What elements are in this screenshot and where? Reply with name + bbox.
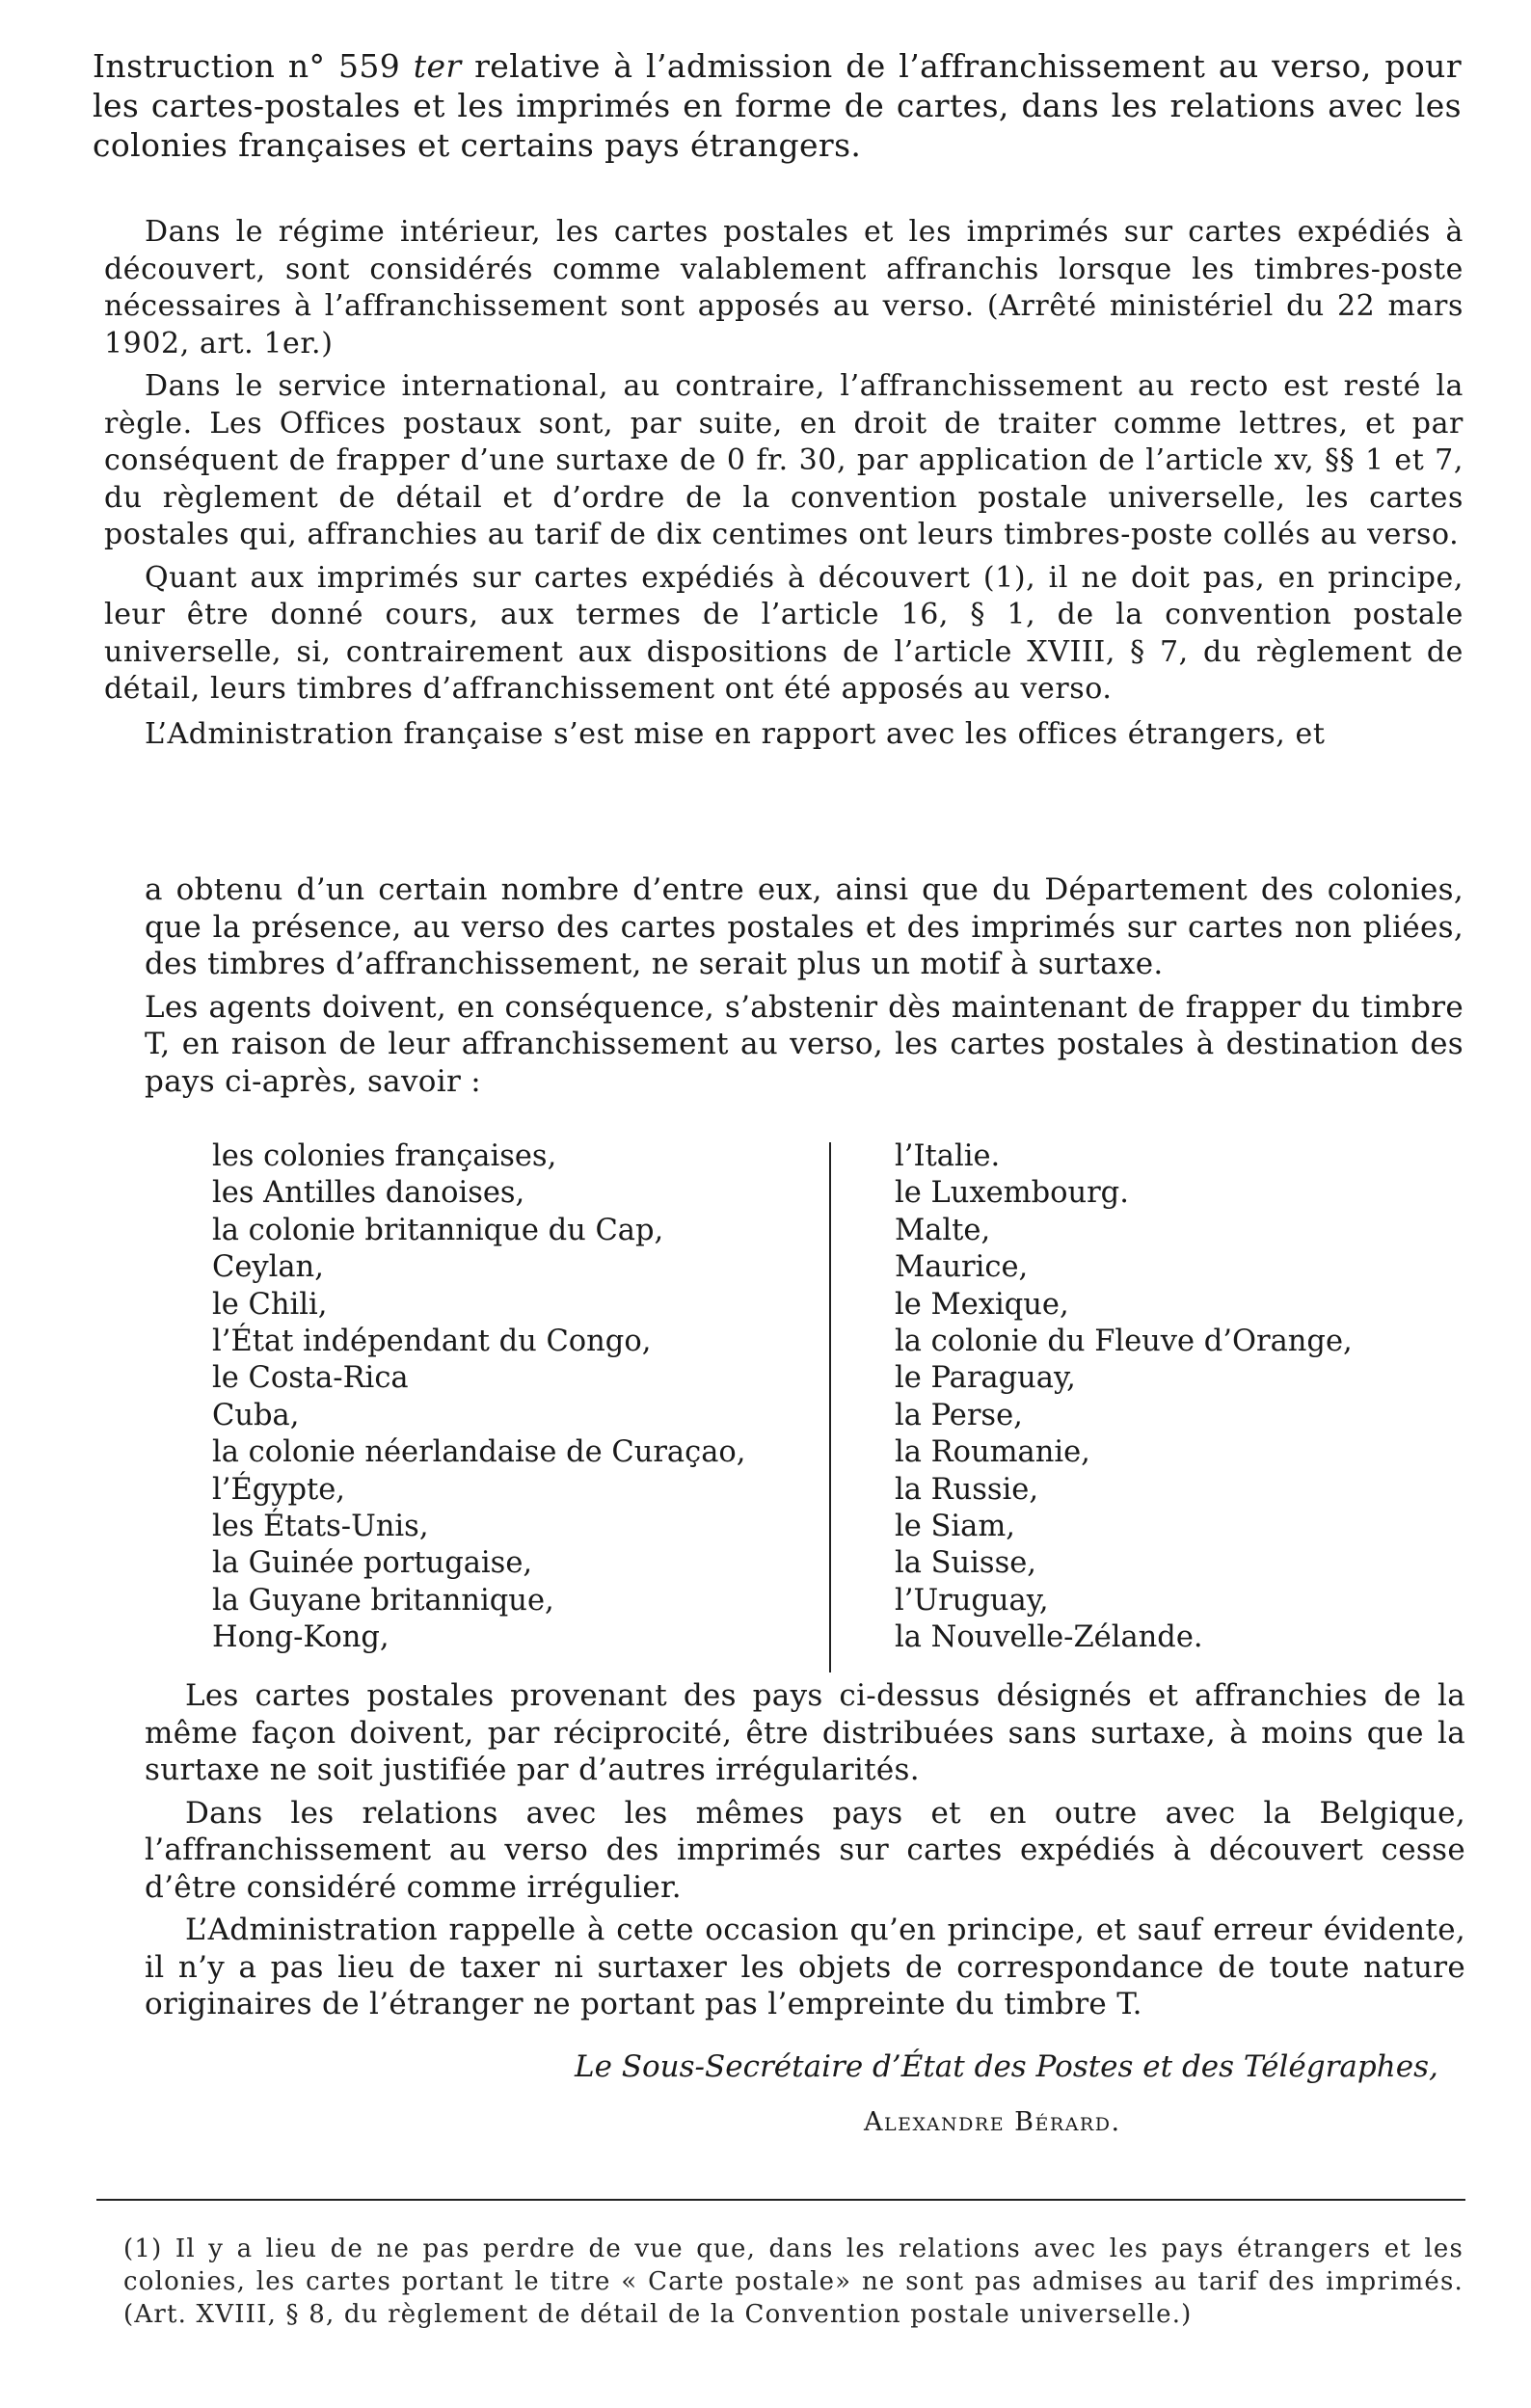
footnote-rule xyxy=(96,2199,1465,2201)
footnote: (1) Il y a lieu de ne pas perdre de vue que, dans les relations avec les pays étrangers et les colonies, les cartes portant le titre « Carte postale» ne sont pas admises au tarif des imprimés. (Art. XVIII, § 8, du règlement de détail de la Convention postale universelle.) xyxy=(123,2234,1464,2329)
countries-left-column xyxy=(212,1138,829,1657)
intro-paragraphs xyxy=(104,214,1464,759)
country-item: l’Égypte, xyxy=(212,1472,345,1507)
paragraph-reciprocite: Les cartes postales provenant des pays ci-dessus désignés et affranchies de la même façon doivent, par réciprocité, être distribuées sans surtaxe, à moins que la surtaxe ne soit justifiée par d’autres irrégularités. xyxy=(145,1678,1465,1787)
paragraph-belgique: Dans les relations avec les mêmes pays et en outre avec la Belgique, l’affranchissement au verso des imprimés sur cartes expédiés à découvert cesse d’être considéré comme irrégulier. xyxy=(145,1795,1465,1905)
country-item: l’Italie. xyxy=(895,1139,1001,1173)
countries-right-column xyxy=(895,1138,1473,1657)
paragraph-administration-continuation: a obtenu d’un certain nombre d’entre eux, ainsi que du Département des colonies, que la présence, au verso des cartes postales et des imprimés sur cartes non pliées, des timbres d’affranchissement, ne serait plus un motif à surtaxe. xyxy=(145,872,1464,981)
paragraph-agents: Les agents doivent, en conséquence, s’abstenir dès maintenant de frapper du timbre T, en raison de leur affranchissement au verso, les cartes postales à destination des pays ci-après, savoir : xyxy=(145,989,1464,1099)
country-item: les Antilles danoises, xyxy=(212,1176,525,1211)
closing-paragraphs xyxy=(145,1677,1465,2029)
country-item: le Luxembourg. xyxy=(895,1176,1129,1211)
country-item: le Mexique, xyxy=(895,1287,1069,1322)
country-item: la Guyane britannique, xyxy=(212,1583,554,1618)
country-item: la Suisse, xyxy=(895,1546,1036,1581)
administration-block xyxy=(145,871,1464,1106)
countries-list xyxy=(212,1138,1465,1678)
country-item: Ceylan, xyxy=(212,1250,324,1285)
paragraph-service-international: Dans le service international, au contraire, l’affranchissement au recto est resté la règle. Les Offices postaux sont, par suite, en droit de traiter comme lettres, et par conséquent de frapper d’une surtaxe de 0 fr. 30, par application de l’article xv, §§ 1 et 7, du règlement de détail et d’ordre de la convention postale universelle, les cartes postales qui, affranchies au tarif de dix centimes ont leurs timbres-poste collés au verso. xyxy=(104,369,1464,551)
country-item: Malte, xyxy=(895,1213,991,1247)
country-item: le Costa-Rica xyxy=(212,1361,409,1396)
country-item: Hong-Kong, xyxy=(212,1620,389,1655)
country-item: la colonie britannique du Cap, xyxy=(212,1213,664,1247)
country-item: la Nouvelle-Zélande. xyxy=(895,1620,1203,1655)
country-item: le Paraguay, xyxy=(895,1361,1076,1396)
country-item: le Chili, xyxy=(212,1287,328,1322)
paragraph-administration-first-line: L’Administration française s’est mise en rapport avec les offices étrangers, et xyxy=(145,716,1326,751)
paragraph-regime-interieur: Dans le régime intérieur, les cartes postales et les imprimés sur cartes expédiés à découvert, sont considérés comme valablement affranchis lorsque les timbres-poste nécessaires à l’affranchissement sont apposés au verso. (Arrêté ministériel du 22 mars 1902, art. 1er.) xyxy=(104,215,1464,361)
title-rest: relative à l’admission de l’affranchissement au verso, pour les cartes-postales et les imprimés en forme de cartes, dans les relations avec les colonies françaises et certains pays étrangers. xyxy=(93,47,1463,164)
country-item: le Siam, xyxy=(895,1510,1015,1544)
signature-title: Le Sous-Secrétaire d’État des Postes et des Télégraphes, xyxy=(575,2049,1438,2084)
country-item: la Russie, xyxy=(895,1472,1039,1507)
paragraph-imprimes: Quant aux imprimés sur cartes expédiés à découvert (1), il ne doit pas, en principe, leur être donné cours, aux termes de l’article 16, § 1, de la convention postale universelle, si, contrairement aux dispositions de l’article XVIII, § 7, du règlement de détail, leurs timbres d’affranchissement ont été apposés au verso. xyxy=(104,560,1464,706)
country-item: l’État indépendant du Congo, xyxy=(212,1324,652,1359)
country-item: l’Uruguay, xyxy=(895,1583,1049,1618)
country-item: Cuba, xyxy=(212,1398,300,1432)
country-item: Maurice, xyxy=(895,1250,1029,1285)
country-item: la Guinée portugaise, xyxy=(212,1546,533,1581)
column-divider xyxy=(829,1142,831,1672)
title-ter: ter xyxy=(413,47,462,85)
country-item: la Perse, xyxy=(895,1398,1023,1432)
country-item: les colonies françaises, xyxy=(212,1139,557,1173)
document-title xyxy=(93,46,1462,165)
country-item: la colonie néerlandaise de Curaçao, xyxy=(212,1435,746,1470)
title-lead: Instruction n° 559 xyxy=(93,47,401,85)
signature-name: Alexandre Bérard. xyxy=(864,2107,1121,2137)
country-item: la Roumanie, xyxy=(895,1435,1090,1470)
paragraph-rappel: L’Administration rappelle à cette occasion qu’en principe, et sauf erreur évidente, il n’y a pas lieu de taxer ni surtaxer les objets de correspondance de toute nature originaires de l’étranger ne portant pas l’empreinte du timbre T. xyxy=(145,1913,1465,2021)
country-item: la colonie du Fleuve d’Orange, xyxy=(895,1324,1353,1359)
country-item: les États-Unis, xyxy=(212,1510,429,1544)
